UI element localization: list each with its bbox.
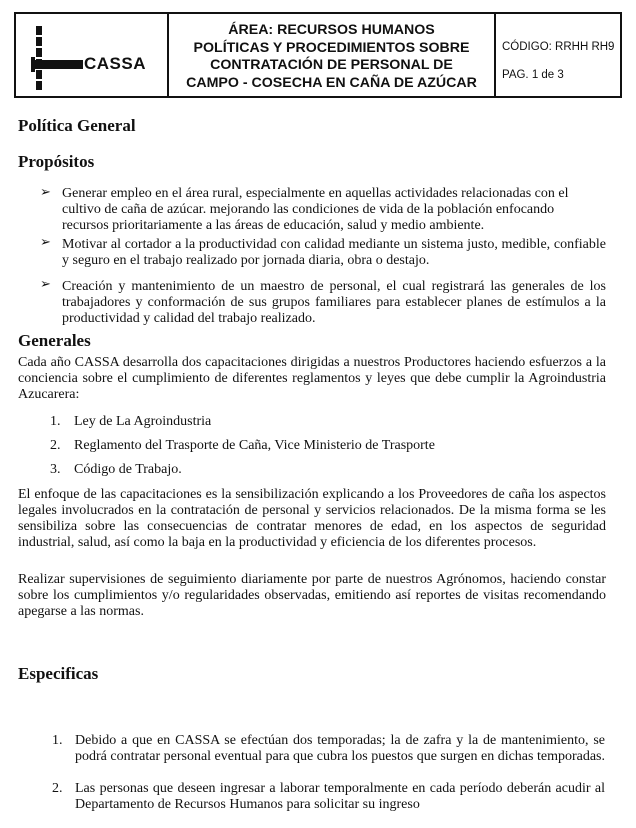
heading-generales: Generales: [18, 331, 91, 350]
list-item: Las personas que deseen ingresar a laborar temporalmente en cada período deberán acudir al Departamento de Recursos Humanos para solicitar su ingreso: [75, 781, 605, 812]
heading-politica-general: Política General: [18, 116, 136, 135]
list-number: 2.: [50, 438, 61, 453]
list-item: Reglamento del Trasporte de Caña, Vice Ministerio de Trasporte: [74, 438, 435, 453]
title-line: CAMPO - COSECHA EN CAÑA DE AZÚCAR: [186, 74, 477, 91]
arrow-bullet-icon: ➢: [40, 235, 51, 250]
list-item: Código de Trabajo.: [74, 462, 182, 477]
title-line: POLÍTICAS Y PROCEDIMIENTOS SOBRE: [193, 39, 470, 56]
heading-propositos: Propósitos: [18, 152, 95, 171]
logo-text: CASSA: [84, 54, 147, 73]
list-number: 1.: [52, 733, 63, 748]
title-line: CONTRATACIÓN DE PERSONAL DE: [210, 57, 453, 73]
list-number: 2.: [52, 781, 63, 796]
list-number: 3.: [50, 462, 61, 477]
document-title: [169, 14, 496, 96]
document-header: [14, 12, 622, 98]
generales-paragraph: El enfoque de las capacitaciones es la sensibilización explicando a los Proveedores de caña los aspectos legales involucrados en la contratación de personal y servicios relacionados. De la misma forma se les sensibiliza sobre las consecuencias de contratar menores de edad, en los aspectos de seguridad industrial, salud, así como la baja en la productividad y eficiencia de los diferentes procesos.: [18, 487, 606, 550]
logo-blade-mark: [31, 60, 83, 69]
list-number: 1.: [50, 414, 61, 429]
logo-cane-mark: [36, 26, 42, 90]
proposito-item: Motivar al cortador a la productividad con calidad mediante un sistema justo, medible, confiable y seguro en el trabajo realizado por jornada diaria, obra o destajo.: [62, 237, 606, 268]
proposito-item: Generar empleo en el área rural, especialmente en aquellas actividades relacionadas con el cultivo de caña de azúcar. mejorando las condiciones de vida de la población enfocando recursos prioritariamente a las áreas de educación, salud y medio ambiente.: [62, 186, 569, 233]
document-code-cell: [496, 14, 620, 96]
document-code: CÓDIGO: RRHH RH9: [502, 41, 615, 53]
cassa-logo: [16, 14, 169, 96]
list-item: Debido a que en CASSA se efectúan dos temporadas; la de zafra y la de mantenimiento, se podrá contratar personal eventual para que cubra los puestos que surgen en dichas temporadas.: [75, 733, 605, 764]
generales-paragraph: Realizar supervisiones de seguimiento diariamente por parte de nuestros Agrónomos, haciendo constar sobre los cumplimientos y/o regularidades observadas, emitiendo así reportes de visitas recomendando apegarse a las normas.: [18, 572, 606, 619]
proposito-item: Creación y mantenimiento de un maestro de personal, el cual registrará las generales de los trabajadores y conformación de sus grupos familiares para establecer planes de estímulos a la productividad y calidad del trabajo realizado.: [62, 279, 606, 326]
page-number: PAG. 1 de 3: [502, 69, 564, 81]
arrow-bullet-icon: ➢: [40, 277, 51, 292]
arrow-bullet-icon: ➢: [40, 185, 51, 200]
list-item: Ley de La Agroindustria: [74, 414, 212, 429]
title-line: ÁREA: RECURSOS HUMANOS: [228, 22, 435, 38]
generales-intro: Cada año CASSA desarrolla dos capacitaciones dirigidas a nuestros Productores haciendo esfuerzos a la conciencia sobre el cumplimiento de diferentes reglamentos y leyes que debe cumplir la Agroindustria Azucarera:: [18, 355, 606, 402]
heading-especificas: Especificas: [18, 664, 99, 683]
